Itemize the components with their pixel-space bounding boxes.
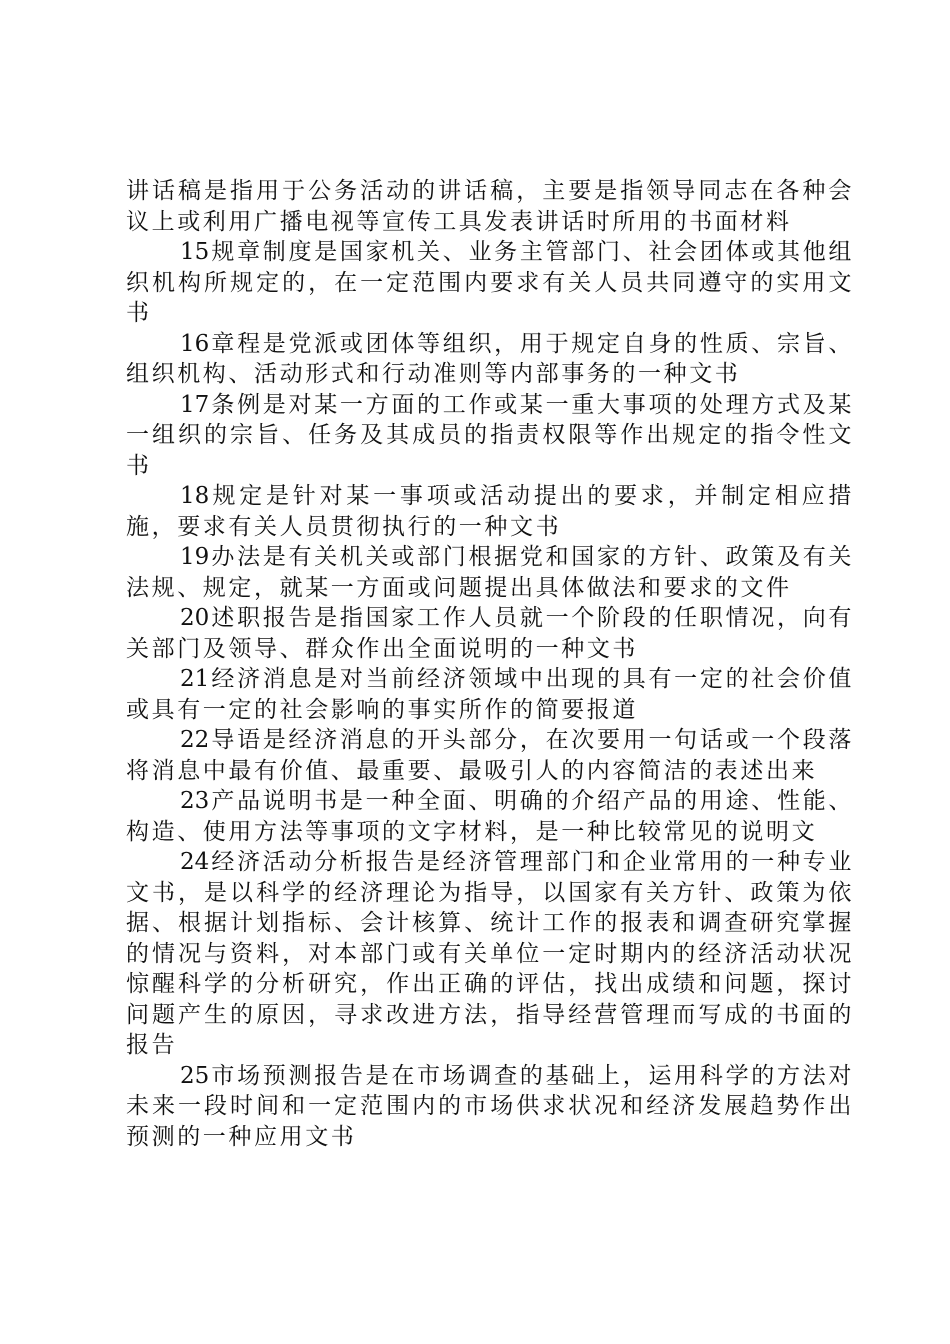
paragraph-number: 21 [180, 666, 210, 692]
paragraph-number: 23 [180, 788, 210, 814]
paragraph [126, 542, 854, 603]
paragraph [126, 390, 854, 482]
paragraph-number: 24 [180, 849, 210, 875]
paragraph-text: 市场预测报告是在市场调查的基础上，运用科学的方法对未来一段时间和一定范围内的市场供求状况和经济发展趋势作出预测的一种应用文书 [126, 1062, 854, 1150]
paragraph [126, 481, 854, 542]
paragraph-text: 条例是对某一方面的工作或某一重大事项的处理方式及某一组织的宗旨、任务及其成员的指责权限等作出规定的指令性文书 [126, 391, 854, 479]
paragraph-text: 经济消息是对当前经济领域中出现的具有一定的社会价值或具有一定的社会影响的事实所作的简要报道 [126, 666, 854, 723]
paragraph-number: 16 [180, 330, 210, 357]
paragraph [126, 603, 854, 664]
paragraph [126, 847, 854, 1061]
paragraph [126, 664, 854, 725]
paragraph-text: 导语是经济消息的开头部分，在次要用一句话或一个段落将消息中最有价值、最重要、最吸引人的内容简洁的表述出来 [126, 727, 854, 784]
paragraph [126, 1061, 854, 1153]
paragraph-text: 章程是党派或团体等组织，用于规定自身的性质、宗旨、组织机构、活动形式和行动准则等内部事务的一种文书 [126, 330, 854, 387]
paragraph-number: 19 [180, 544, 210, 570]
paragraph [126, 237, 854, 329]
paragraph-number: 25 [180, 1062, 210, 1089]
paragraph-text: 产品说明书是一种全面、明确的介绍产品的用途、性能、构造、使用方法等事项的文字材料，是一种比较常见的说明文 [126, 788, 854, 845]
paragraph-text: 述职报告是指国家工作人员就一个阶段的任职情况，向有关部门及领导、群众作出全面说明的一种文书 [126, 605, 854, 662]
paragraph-text: 讲话稿是指用于公务活动的讲话稿，主要是指领导同志在各种会议上或利用广播电视等宣传工具发表讲话时所用的书面材料 [126, 178, 854, 235]
paragraph-number: 22 [180, 727, 210, 753]
paragraph-text: 规章制度是国家机关、业务主管部门、社会团体或其他组织机构所规定的，在一定范围内要求有关人员共同遵守的实用文书 [126, 239, 854, 326]
paragraph-text: 办法是有关机关或部门根据党和国家的方针、政策及有关法规、规定，就某一方面或问题提出具体做法和要求的文件 [126, 544, 854, 601]
paragraph-number: 18 [180, 483, 210, 509]
paragraph [126, 786, 854, 847]
paragraph [126, 725, 854, 786]
document-body [126, 176, 854, 1152]
paragraph [126, 329, 854, 390]
paragraph-number: 15 [180, 239, 210, 265]
paragraph-number: 17 [180, 391, 210, 418]
paragraph [126, 176, 854, 237]
paragraph-text: 规定是针对某一事项或活动提出的要求，并制定相应措施，要求有关人员贯彻执行的一种文书 [126, 483, 854, 540]
paragraph-number: 20 [180, 605, 210, 631]
paragraph-text: 经济活动分析报告是经济管理部门和企业常用的一种专业文书，是以科学的经济理论为指导，以国家有关方针、政策为依据、根据计划指标、会计核算、统计工作的报表和调查研究掌握的情况与资料，对本部门或有关单位一定时期内的经济活动状况惊醒科学的分析研究，作出正确的评估，找出成绩和问题，探讨问题产生的原因，寻求改进方法，指导经营管理而写成的书面的报告 [126, 849, 854, 1058]
